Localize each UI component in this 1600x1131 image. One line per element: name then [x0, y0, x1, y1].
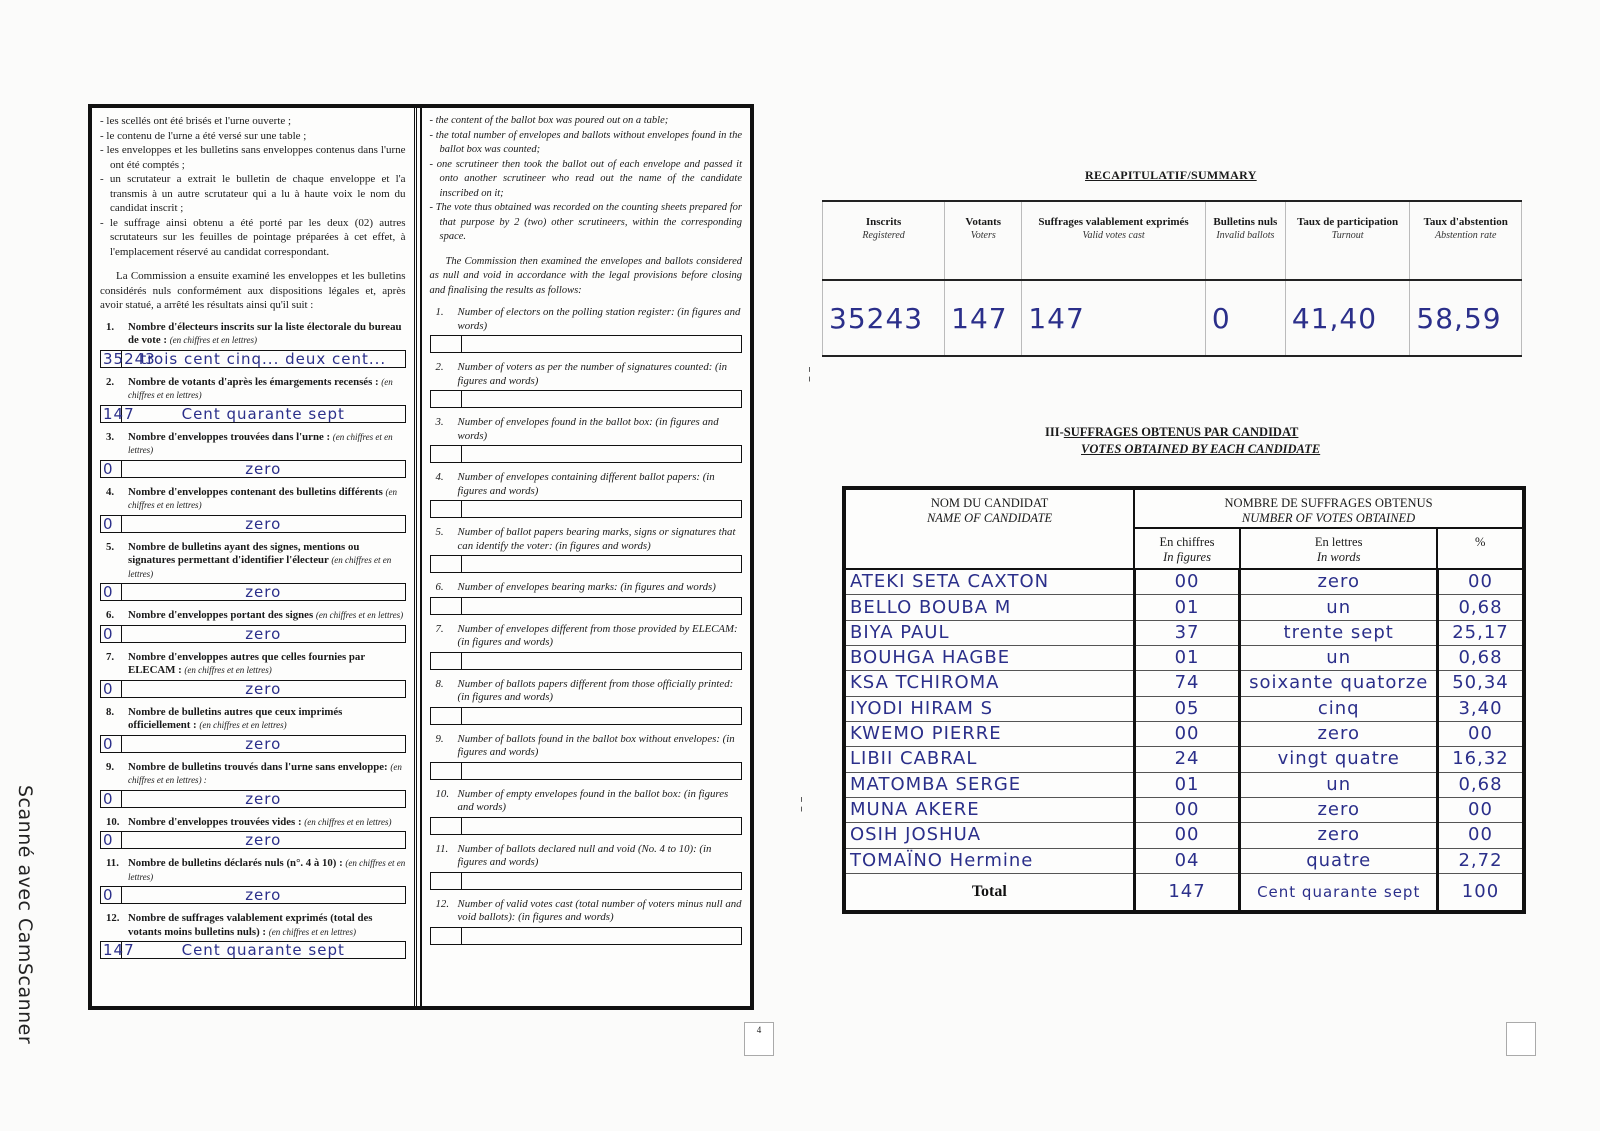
candidate-name: TOMAÏNO Hermine [844, 848, 1134, 873]
item-label: 3. Number of envelopes found in the ballot box: (in figures and words) [435, 416, 719, 442]
answer-field-empty[interactable] [430, 335, 742, 353]
candidate-row [844, 797, 1524, 822]
answer-words[interactable]: zero [245, 886, 282, 904]
col-voters: Votants Voters [945, 201, 1022, 280]
header-votes-obtained: NOMBRE DE SUFFRAGES OBTENUS NUMBER OF VOTES OBTAINED [1134, 488, 1524, 528]
votes-words: zero [1240, 797, 1437, 822]
camscanner-watermark: Scanné avec CamScanner [14, 785, 36, 1045]
form-item-en [430, 416, 742, 463]
form-item [100, 609, 406, 643]
answer-field[interactable] [100, 886, 406, 904]
votes-percent: 00 [1437, 797, 1524, 822]
answer-words[interactable]: Cent quarante sept [181, 404, 345, 423]
answer-figure[interactable] [431, 598, 462, 614]
votes-words: un [1240, 646, 1437, 671]
item-label: 7. Number of envelopes different from those provided by ELECAM: (in figures and words) [435, 622, 738, 648]
answer-words[interactable]: zero [245, 734, 282, 753]
total-label: Total [971, 882, 1007, 900]
bullet: - one scrutineer then took the ballot out of each envelope and passed it onto another scrutineer who read out the name of the candidate inscribed on it; [430, 158, 742, 202]
answer-field-empty[interactable] [430, 445, 742, 463]
form-item-en [430, 306, 742, 353]
item-label: 9. Nombre de bulletins trouvés dans l'urne sans enveloppe: (en chiffres et en lettres) : [106, 760, 402, 785]
votes-figure: 00 [1134, 797, 1240, 822]
candidate-row [844, 671, 1524, 696]
answer-field-empty[interactable] [430, 762, 742, 780]
answer-figure[interactable] [431, 873, 462, 889]
form-item [100, 857, 406, 904]
candidate-row [844, 848, 1524, 873]
votes-figure: 74 [1134, 671, 1240, 696]
header-words: En lettres In words [1240, 528, 1437, 569]
votes-words: zero [1240, 569, 1437, 595]
votes-figure: 05 [1134, 696, 1240, 721]
item-label: 6. Nombre d'enveloppes portant des signes (en chiffres et en lettres) [106, 609, 404, 621]
answer-field[interactable] [100, 680, 406, 698]
left-page-form [88, 104, 754, 1010]
votes-words: quatre [1240, 848, 1437, 873]
voters-value: 147 [945, 280, 1022, 356]
answer-figure[interactable] [431, 653, 462, 669]
votes-percent: 16,32 [1437, 747, 1524, 772]
candidate-row [844, 747, 1524, 772]
answer-figure[interactable]: 0 [101, 584, 122, 600]
item-label: 1. Number of electors on the polling station register: (in figures and words) [435, 306, 741, 332]
votes-words: soixante quatorze [1240, 671, 1437, 696]
votes-words: un [1240, 772, 1437, 797]
votes-percent: 25,17 [1437, 620, 1524, 645]
answer-figure[interactable]: 35243 [103, 349, 156, 368]
votes-figure: 01 [1134, 772, 1240, 797]
answer-words[interactable] [462, 818, 741, 834]
answer-figure[interactable] [431, 708, 462, 724]
answer-figure[interactable]: 0 [101, 681, 122, 697]
answer-field[interactable] [100, 350, 406, 368]
answer-field-empty[interactable] [430, 555, 742, 573]
answer-figure[interactable] [431, 763, 462, 779]
answer-words[interactable] [462, 928, 741, 944]
item-label: 10. Number of empty envelopes found in the ballot box: (in figures and words) [435, 787, 729, 813]
header-figures: En chiffres In figures [1134, 528, 1240, 569]
votes-figure: 01 [1134, 595, 1240, 620]
candidate-row [844, 696, 1524, 721]
answer-figure[interactable]: 0 [101, 832, 122, 848]
candidate-row [844, 620, 1524, 645]
candidate-row [844, 646, 1524, 671]
answer-figure[interactable] [431, 818, 462, 834]
col-invalid: Bulletins nuls Invalid ballots [1205, 201, 1285, 280]
answer-field-empty[interactable] [430, 707, 742, 725]
form-item [100, 706, 406, 753]
answer-figure[interactable] [431, 336, 462, 352]
candidate-name: BELLO BOUBA M [844, 595, 1134, 620]
item-label: 10. Nombre d'enveloppes trouvées vides : (en chiffres et en lettres) [106, 815, 392, 828]
answer-figure[interactable]: 0 [101, 626, 122, 642]
item-label: 8. Nombre de bulletins autres que ceux imprimés officiellement : (en chiffres et en lettres) [106, 705, 343, 731]
item-label: 11. Number of ballots declared null and void (No. 4 to 10): (in figures and words) [435, 842, 712, 868]
form-item-en [430, 471, 742, 518]
form-item [100, 541, 406, 602]
bullet: - les scellés ont été brisés et l'urne ouverte ; [100, 114, 406, 129]
valid-votes-value: 147 [1022, 280, 1206, 356]
item-label: 8. Number of ballots papers different from those officially printed: (in figures and words) [435, 677, 734, 703]
commission-paragraph: La Commission a ensuite examiné les enveloppes et les bulletins considérés nuls conformément aux dispositions légales et, après avoir statué, a arrêté les résultats ainsi qu'il suit : [100, 270, 406, 311]
header-percent: % [1437, 528, 1524, 569]
abstention-value: 58,59 [1410, 280, 1522, 356]
bullet: - The vote thus obtained was recorded on the counting sheets prepared for that purpose by 2 (two) other scrutineers, within the corresponding space. [430, 201, 742, 245]
candidate-name: KWEMO PIERRE [844, 721, 1134, 746]
answer-field[interactable] [100, 583, 406, 601]
form-item [100, 486, 406, 533]
answer-figure[interactable] [431, 928, 462, 944]
votes-percent: 50,34 [1437, 671, 1524, 696]
answer-words[interactable]: trois cent cinq... deux cent... [140, 349, 387, 368]
summary-table [822, 200, 1522, 357]
answer-field[interactable] [100, 831, 406, 849]
answer-field-empty[interactable] [430, 597, 742, 615]
answer-words[interactable] [462, 391, 741, 407]
page-number: 4 [744, 1022, 774, 1056]
candidate-name: MUNA AKERE [844, 797, 1134, 822]
candidate-row [844, 721, 1524, 746]
item-label: 5. Nombre de bulletins ayant des signes, mentions ou signatures permettant d'identifier l'électeur (en chiffres et en lettres) [106, 540, 392, 579]
summary-title: RECAPITULATIF/SUMMARY [1085, 168, 1257, 182]
turnout-value: 41,40 [1285, 280, 1410, 356]
invalid-value: 0 [1205, 280, 1285, 356]
answer-field[interactable] [100, 405, 406, 423]
votes-percent: 00 [1437, 823, 1524, 848]
item-label: 9. Number of ballots found in the ballot box without envelopes: (in figures and words) [435, 732, 735, 758]
item-label: 5. Number of ballot papers bearing marks, signs or signatures that can identify the voter: (in figures and words) [435, 526, 736, 552]
margin-mark: ¦ [808, 365, 812, 382]
answer-field-empty[interactable] [430, 872, 742, 890]
total-percent: 100 [1437, 873, 1524, 912]
votes-percent: 2,72 [1437, 848, 1524, 873]
candidate-name: OSIH JOSHUA [844, 823, 1134, 848]
votes-words: zero [1240, 721, 1437, 746]
candidate-name: KSA TCHIROMA [844, 671, 1134, 696]
votes-percent: 00 [1437, 721, 1524, 746]
candidate-name: BIYA PAUL [844, 620, 1134, 645]
answer-figure[interactable]: 0 [101, 887, 122, 903]
answer-words[interactable]: zero [245, 789, 282, 808]
answer-figure[interactable]: 0 [101, 791, 122, 807]
answer-field[interactable] [100, 460, 406, 478]
votes-words: trente sept [1240, 620, 1437, 645]
total-row [844, 873, 1524, 912]
item-label: 12. Number of valid votes cast (total number of voters minus null and void ballots): (in figures and words) [435, 897, 742, 923]
bullet: - les enveloppes et les bulletins sans enveloppes contenus dans l'urne ont été comptés ; [100, 143, 406, 172]
answer-figure[interactable]: 147 [103, 941, 135, 959]
header-candidate-name: NOM DU CANDIDAT NAME OF CANDIDATE [844, 488, 1134, 569]
votes-figure: 37 [1134, 620, 1240, 645]
votes-words: un [1240, 595, 1437, 620]
candidate-row [844, 772, 1524, 797]
answer-figure[interactable] [431, 556, 462, 572]
votes-figure: 24 [1134, 747, 1240, 772]
item-label: 12. Nombre de suffrages valablement exprimés (total des votants moins bulletins nuls) : (en chiffres et en lettres) [106, 912, 373, 938]
answer-field[interactable] [100, 735, 406, 753]
form-item [100, 376, 406, 423]
answer-field-empty[interactable] [430, 390, 742, 408]
answer-words[interactable]: Cent quarante sept [181, 941, 345, 959]
bullet: - the content of the ballot box was poured out on a table; [430, 114, 742, 129]
col-abstention: Taux d'abstention Abstention rate [1410, 201, 1522, 280]
form-item-en [430, 733, 742, 780]
item-label: 11. Nombre de bulletins déclarés nuls (n°. 4 à 10) : (en chiffres et en lettres) [106, 857, 406, 882]
item-label: 2. Number of voters as per the number of signatures counted: (in figures and words) [435, 361, 728, 387]
item-label: 2. Nombre de votants d'après les émargements recensés : (en chiffres et en lettres) [106, 375, 393, 400]
form-item [100, 431, 406, 478]
form-item [100, 651, 406, 698]
votes-words: zero [1240, 823, 1437, 848]
answer-field[interactable] [100, 625, 406, 643]
bullet: - the total number of envelopes and ballots without envelopes found in the ballot box was counted; [430, 129, 742, 158]
answer-figure[interactable]: 0 [101, 516, 122, 532]
answer-words[interactable] [462, 446, 741, 462]
candidate-row [844, 569, 1524, 595]
votes-words: vingt quatre [1240, 747, 1437, 772]
answer-field-empty[interactable] [430, 500, 742, 518]
english-column [420, 108, 750, 1006]
form-item-en [430, 898, 742, 945]
english-bullets [430, 114, 742, 245]
bullet: - le suffrage ainsi obtenu a été porté par les deux (02) autres scrutateurs sur les feuilles de pointage préparées à cet effet, à l'emplacement réservé au candidat correspondant. [100, 216, 406, 260]
candidate-name: IYODI HIRAM S [844, 696, 1134, 721]
answer-words[interactable] [462, 653, 741, 669]
french-bullets [100, 114, 406, 259]
commission-paragraph-en: The Commission then examined the envelopes and ballots considered as null and void in accordance with the legal provisions before closing and finalising the results as follows: [429, 255, 742, 296]
answer-words[interactable]: zero [245, 583, 282, 601]
answer-words[interactable]: zero [245, 679, 282, 698]
form-item-en [430, 581, 742, 615]
candidates-body [844, 569, 1524, 912]
votes-figure: 00 [1134, 823, 1240, 848]
answer-words[interactable] [462, 708, 741, 724]
answer-figure[interactable] [431, 501, 462, 517]
answer-field[interactable] [100, 941, 406, 959]
item-label: 4. Nombre d'enveloppes contenant des bulletins différents (en chiffres et en lettres) [106, 485, 398, 510]
votes-figure: 01 [1134, 646, 1240, 671]
item-label: 3. Nombre d'enveloppes trouvées dans l'urne : (en chiffres et en lettres) [106, 430, 393, 455]
answer-figure[interactable]: 0 [101, 461, 122, 477]
votes-words: cinq [1240, 696, 1437, 721]
answer-field[interactable] [100, 515, 406, 533]
votes-percent: 0,68 [1437, 772, 1524, 797]
answer-words[interactable] [462, 336, 741, 352]
answer-words[interactable] [462, 556, 741, 572]
candidate-name: MATOMBA SERGE [844, 772, 1134, 797]
votes-percent: 0,68 [1437, 646, 1524, 671]
bullet: - le contenu de l'urne a été versé sur une table ; [100, 129, 406, 144]
answer-field-empty[interactable] [430, 927, 742, 945]
candidate-name: ATEKI SETA CAXTON [844, 569, 1134, 595]
form-item-en [430, 788, 742, 835]
candidate-name: LIBII CABRAL [844, 747, 1134, 772]
page-corner-marker [1506, 1022, 1536, 1056]
form-item-en [430, 843, 742, 890]
total-words: Cent quarante sept [1240, 873, 1437, 912]
answer-words[interactable]: zero [245, 459, 282, 478]
total-figure: 147 [1134, 873, 1240, 912]
answer-words[interactable]: zero [245, 831, 282, 849]
answer-field[interactable] [100, 790, 406, 808]
total-label-cell [844, 873, 1134, 912]
candidate-row [844, 595, 1524, 620]
form-item [100, 321, 406, 368]
french-items [100, 321, 406, 960]
votes-percent: 0,68 [1437, 595, 1524, 620]
english-items [430, 306, 742, 945]
col-turnout: Taux de participation Turnout [1285, 201, 1410, 280]
votes-figure: 00 [1134, 721, 1240, 746]
item-label: 4. Number of envelopes containing different ballot papers: (in figures and words) [435, 471, 715, 497]
votes-percent: 3,40 [1437, 696, 1524, 721]
french-column [92, 108, 417, 1006]
candidates-table [842, 486, 1526, 914]
form-item [100, 816, 406, 850]
answer-field-empty[interactable] [430, 817, 742, 835]
form-item-en [430, 361, 742, 408]
answer-words[interactable]: zero [245, 624, 282, 643]
answer-words[interactable] [462, 873, 741, 889]
answer-words[interactable] [462, 501, 741, 517]
answer-words[interactable] [462, 598, 741, 614]
bullet: - un scrutateur a extrait le bulletin de chaque enveloppe et l'a transmis à un autre scrutateur qui a lu à haute voix le nom du candidat inscrit ; [100, 172, 406, 216]
col-valid-votes: Suffrages valablement exprimés Valid votes cast [1022, 201, 1206, 280]
answer-figure[interactable]: 0 [101, 736, 122, 752]
votes-percent: 00 [1437, 569, 1524, 595]
item-label: 7. Nombre d'enveloppes autres que celles fournies par ELECAM : (en chiffres et en lettres) [106, 650, 365, 676]
item-label: 1. Nombre d'électeurs inscrits sur la liste électorale du bureau de vote : (en chiffres et en lettres) [106, 320, 402, 346]
candidates-section-title: III-SUFFRAGES OBTENUS PAR CANDIDAT VOTES OBTAINED BY EACH CANDIDATE [1045, 425, 1321, 456]
votes-figure: 00 [1134, 569, 1240, 595]
form-item-en [430, 526, 742, 573]
answer-figure[interactable]: 147 [103, 404, 135, 423]
answer-field-empty[interactable] [430, 652, 742, 670]
candidate-row [844, 823, 1524, 848]
form-item [100, 912, 406, 959]
answer-figure[interactable] [431, 446, 462, 462]
candidate-name: BOUHGA HAGBE [844, 646, 1134, 671]
votes-figure: 04 [1134, 848, 1240, 873]
registered-value: 35243 [823, 280, 945, 356]
margin-mark: ¦ [800, 795, 804, 812]
answer-words[interactable]: zero [245, 514, 282, 533]
form-item-en [430, 623, 742, 670]
col-registered: Inscrits Registered [823, 201, 945, 280]
answer-figure[interactable] [431, 391, 462, 407]
form-item [100, 761, 406, 808]
answer-words[interactable] [462, 763, 741, 779]
form-item-en [430, 678, 742, 725]
item-label: 6. Number of envelopes bearing marks: (in figures and words) [435, 581, 716, 593]
